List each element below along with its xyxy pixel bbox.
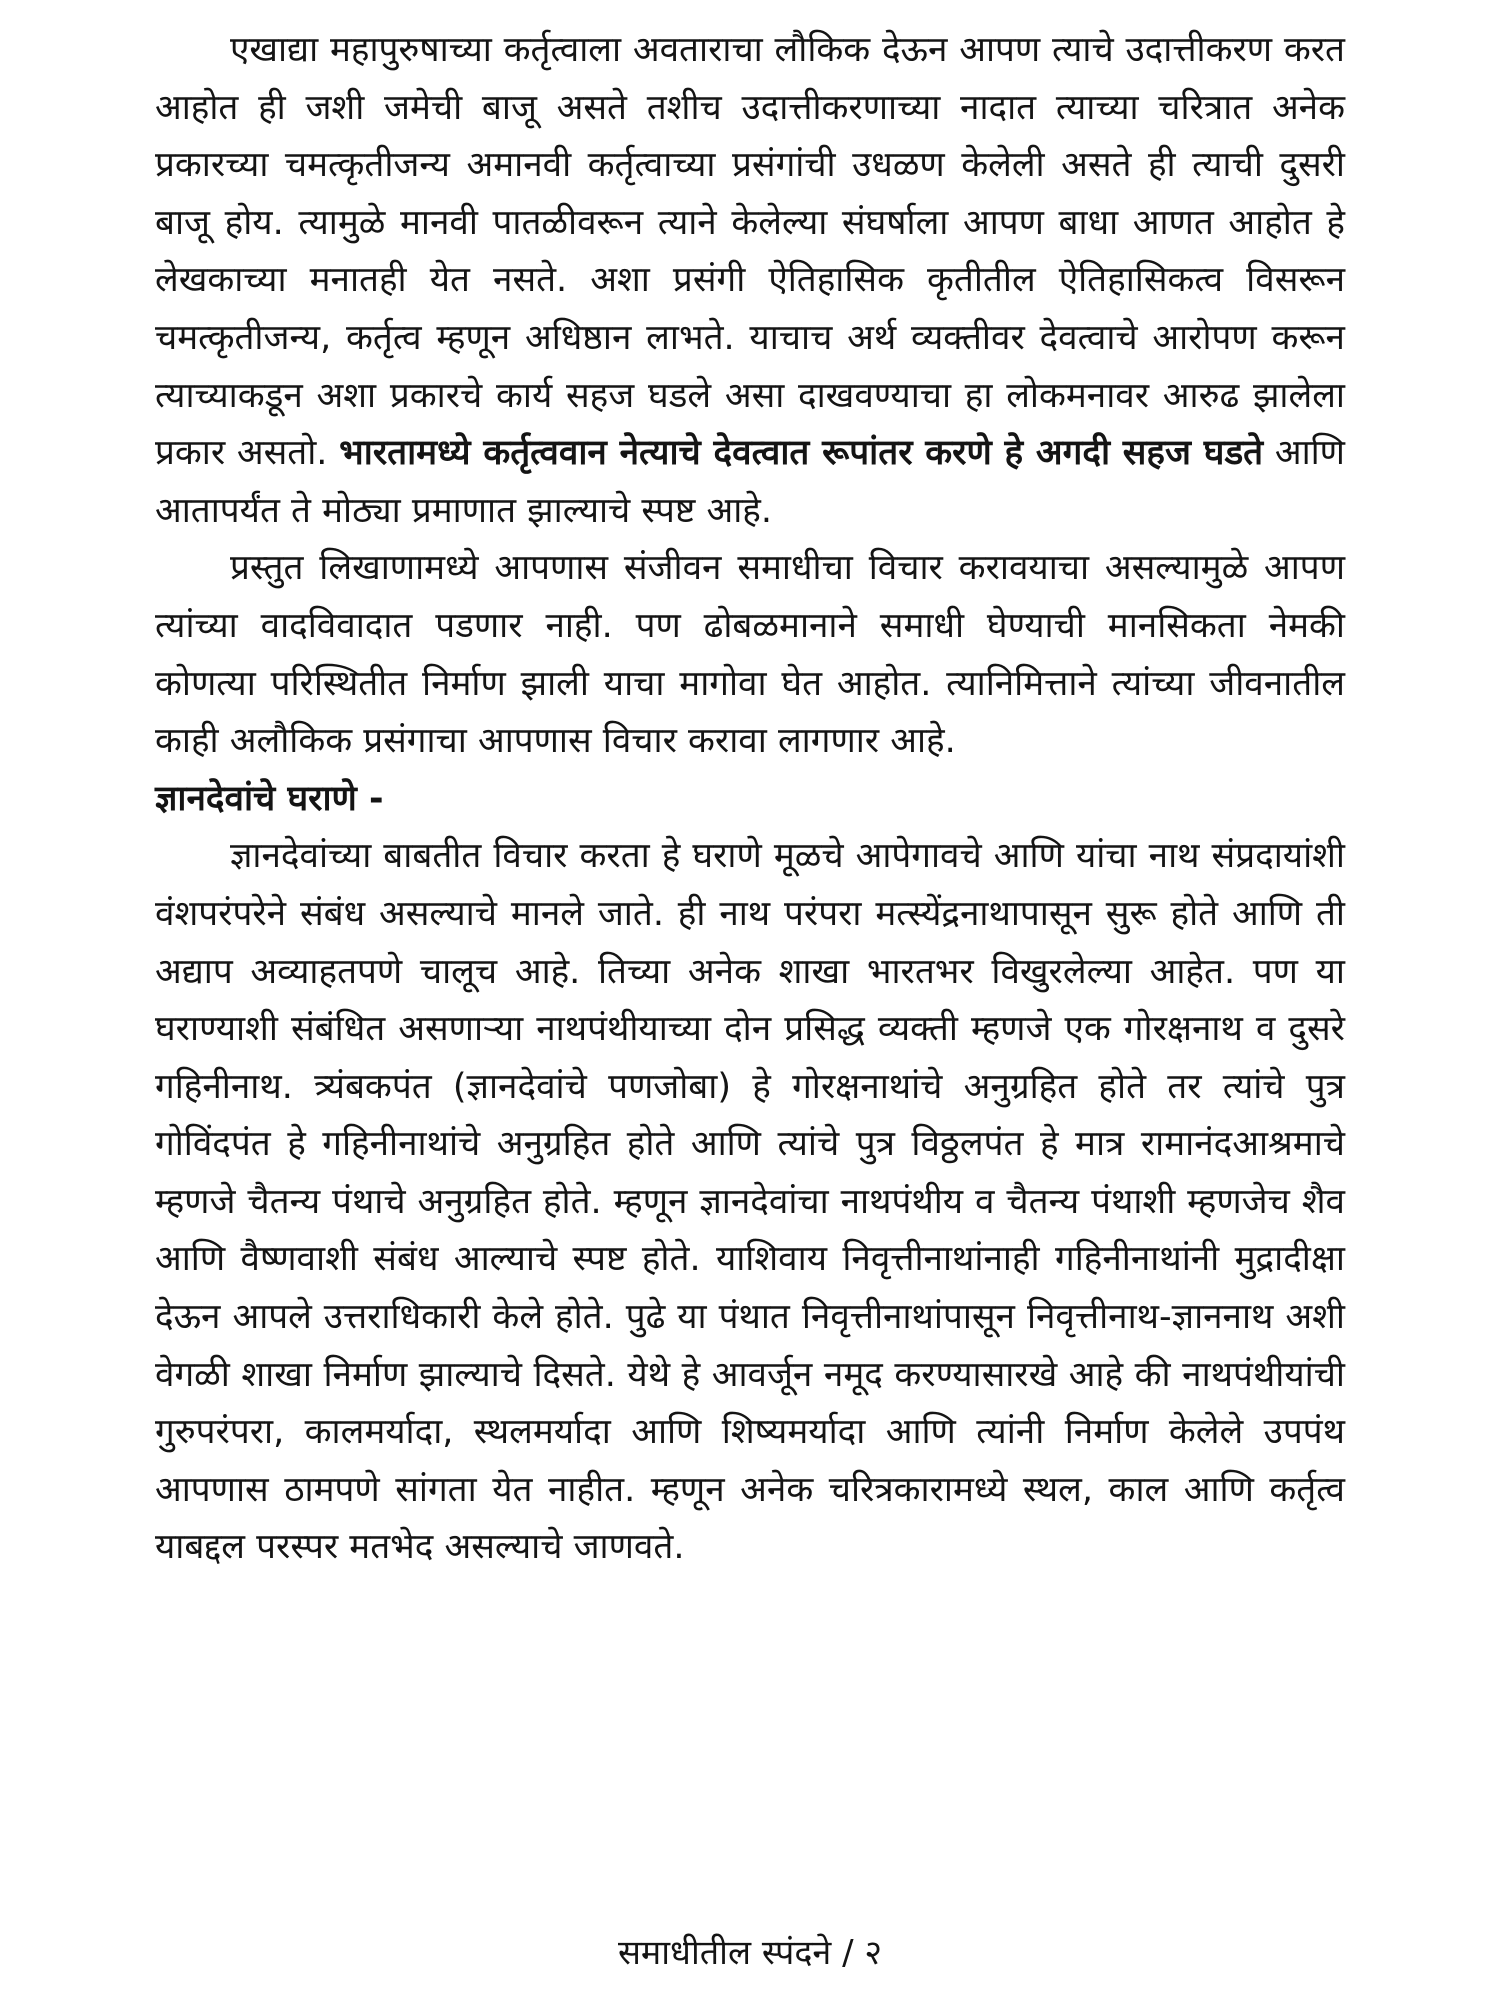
paragraph-sanjeevan-samadhi: प्रस्तुत लिखाणामध्ये आपणास संजीवन समाधीचा विचार करावयाचा असल्यामुळे आपण त्यांच्या वादविवादात पडणार नाही. पण ढोबळमानाने समाधी घेण्याची मानसिकता नेमकी कोणत्या परिस्थितीत निर्माण झाली याचा मागोवा घेत आहोत. त्यानिमित्ताने त्यांच्या जीवनातील काही अलौकिक प्रसंगाचा आपणास विचार करावा लागणार आहे. bbox=[155, 548, 1345, 762]
paragraph-1-text-end: आणि आतापर्यंत ते मोठ्या प्रमाणात झाल्याचे स्पष्ट आहे. bbox=[155, 433, 1345, 531]
paragraph-dnyandev-lineage: ज्ञानदेवांच्या बाबतीत विचार करता हे घराणे मूळचे आपेगावचे आणि यांचा नाथ संप्रदायांशी वंशपरंपरेने संबंध असल्याचे मानले जाते. ही नाथ परंपरा मत्स्येंद्रनाथापासून सुरू होते आणि ती अद्याप अव्याहतपणे चालूच आहे. तिच्या अनेक शाखा भारतभर विखुरलेल्या आहेत. पण या घराण्याशी संबंधित असणाऱ्या नाथपंथीयाच्या दोन प्रसिद्ध व्यक्ती म्हणजे एक गोरक्षनाथ व दुसरे गहिनीनाथ. त्र्यंबकपंत (ज्ञानदेवांचे पणजोबा) हे गोरक्षनाथांचे अनुग्रहित होते तर त्यांचे पुत्र गोविंदपंत हे गहिनीनाथांचे अनुग्रहित होते आणि त्यांचे पुत्र विठ्ठलपंत हे मात्र रामानंदआश्रमाचे म्हणजे चैतन्य पंथाचे अनुग्रहित होते. म्हणून ज्ञानदेवांचा नाथपंथीय व चैतन्य पंथाशी म्हणजेच शैव आणि वैष्णवाशी संबंध आल्याचे स्पष्ट होते. याशिवाय निवृत्तीनाथांनाही गहिनीनाथांनी मुद्रादीक्षा देऊन आपले उत्तराधिकारी केले होते. पुढे या पंथात निवृत्तीनाथांपासून निवृत्तीनाथ-ज्ञाननाथ अशी वेगळी शाखा निर्माण झाल्याचे दिसते. येथे हे आवर्जून नमूद करण्यासारखे आहे की नाथपंथीयांची गुरुपरंपरा, कालमर्यादा, स्थलमर्यादा आणि शिष्यमर्यादा आणि त्यांनी निर्माण केलेले उपपंथ आपणास ठामपणे सांगता येत नाहीत. म्हणून अनेक चरित्रकारामध्ये स्थल, काल आणि कर्तृत्व याबद्दल परस्पर मतभेद असल्याचे जाणवते. bbox=[155, 836, 1345, 1568]
section-heading: ज्ञानदेवांचे घराणे - bbox=[155, 778, 384, 819]
paragraph-1-text-start: एखाद्या महापुरुषाच्या कर्तृत्वाला अवताराचा लौकिक देऊन आपण त्याचे उदात्तीकरण करत आहोत ही जशी जमेची बाजू असते तशीच उदात्तीकरणाच्या नादात त्याच्या चरित्रात अनेक प्रकारच्या चमत्कृतीजन्य अमानवी कर्तृत्वाच्या प्रसंगांची उधळण केलेली असते ही त्याची दुसरी बाजू होय. त्यामुळे मानवी पातळीवरून त्याने केलेल्या संघर्षाला आपण बाधा आणत आहोत हे लेखकाच्या मनातही येत नसते. अशा प्रसंगी ऐतिहासिक कृतीतील ऐतिहासिकत्व विसरून चमत्कृतीजन्य, कर्तृत्व म्हणून अधिष्ठान लाभते. याचाच अर्थ व्यक्तीवर देवत्वाचे आरोपण करून त्याच्याकडून अशा प्रकारचे कार्य सहज घडले असा दाखवण्याचा हा लोकमनावर आरुढ झालेला प्रकार असतो. bbox=[155, 30, 1345, 474]
page-footer: समाधीतील स्पंदने / २ bbox=[617, 1933, 883, 1973]
paragraph-1-bold-text: भारतामध्ये कर्तृत्ववान नेत्याचे देवत्वात रूपांतर करणे हे अगदी सहज घडते bbox=[339, 433, 1264, 474]
document-body bbox=[155, 22, 1345, 1577]
paragraph-avatar-glorification bbox=[155, 22, 1345, 540]
